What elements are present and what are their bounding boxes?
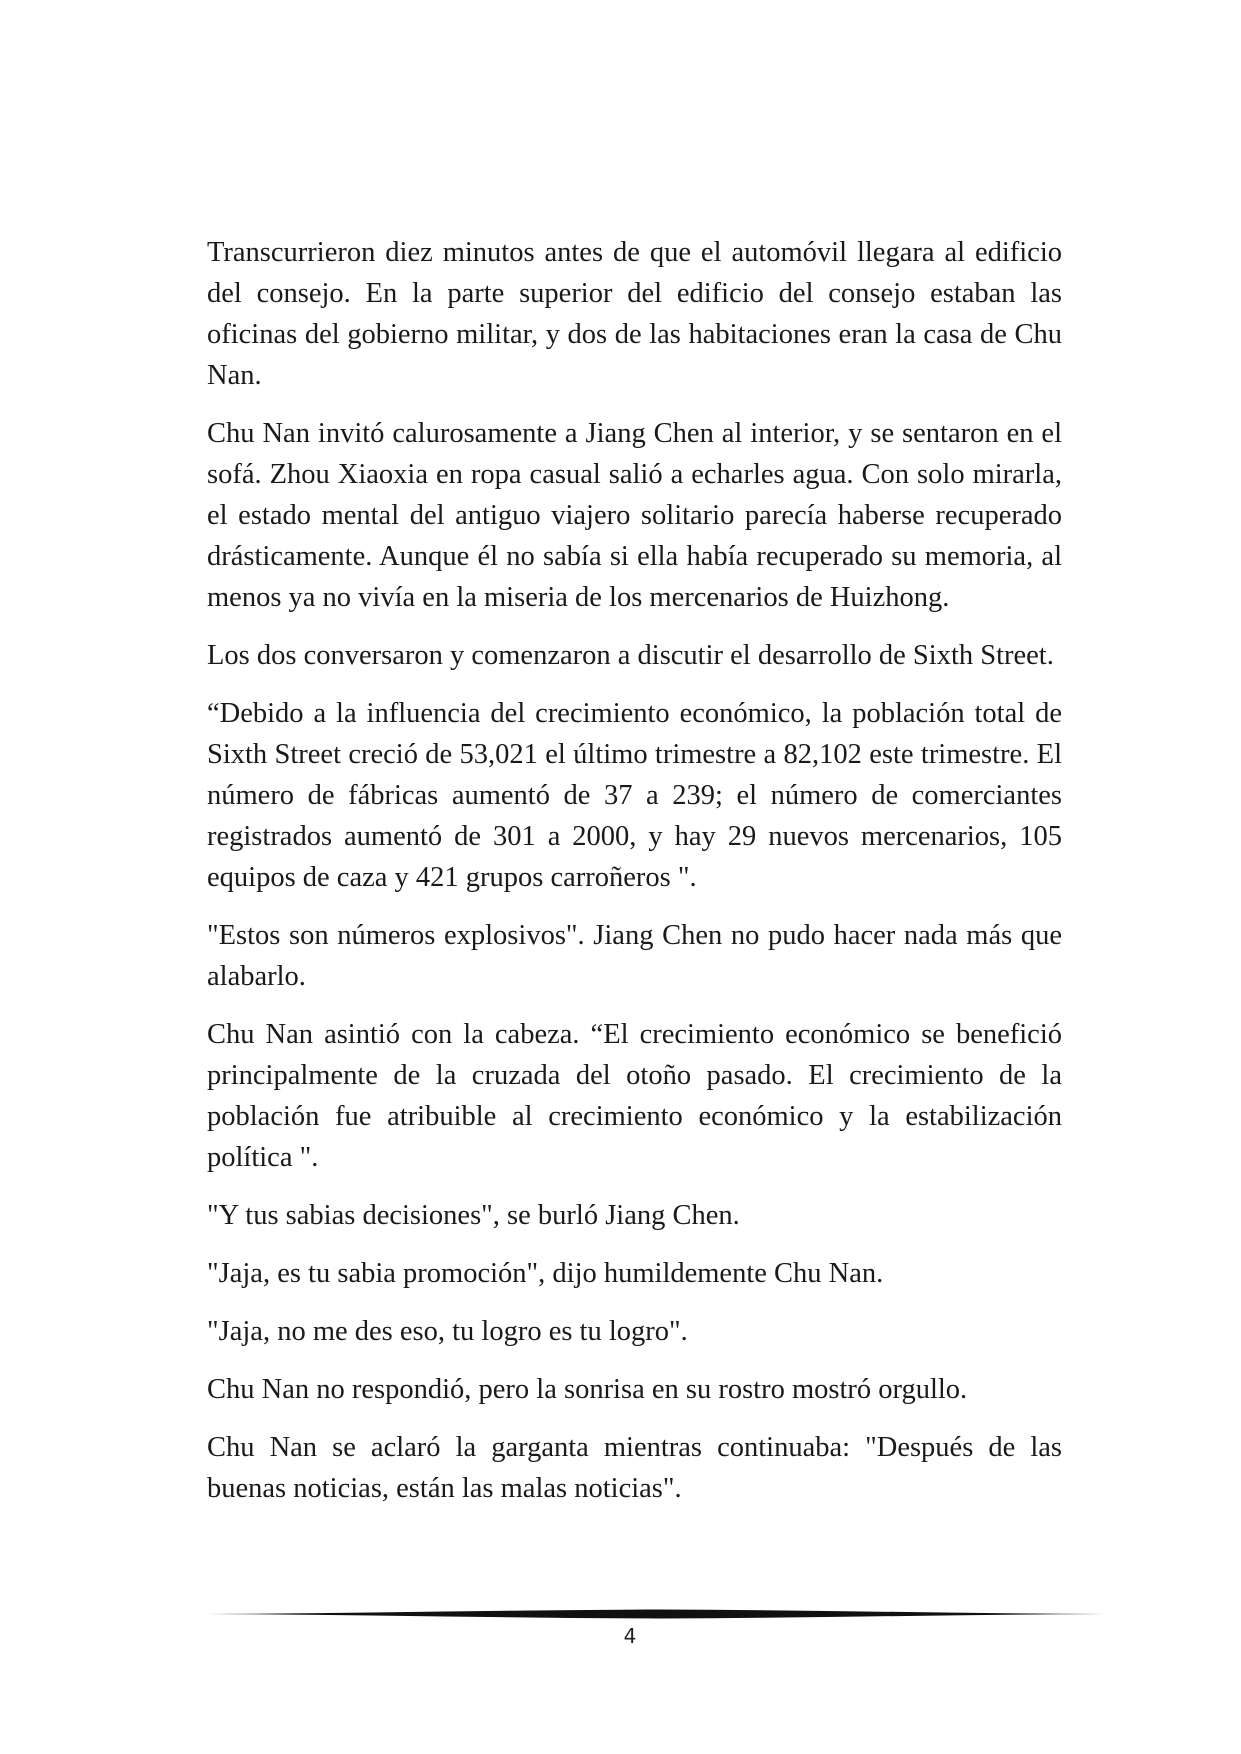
paragraph-2: Chu Nan invitó calurosamente a Jiang Chen al interior, y se sentaron en el sofá. Zhou Xiaoxia en ropa casual salió a echarles agua. Con solo mirarla, el estado mental del antiguo viajero solitario parecía haberse recuperado drásticamente. Aunque él no sabía si ella había recuperado su memoria, al menos ya no vivía en la miseria de los mercenarios de Huizhong. bbox=[207, 418, 1062, 613]
paragraph-6: Chu Nan asintió con la cabeza. “El crecimiento económico se benefició principalmente de la cruzada del otoño pasado. El crecimiento de la población fue atribuible al crecimiento económico y la estabilización política ". bbox=[207, 1019, 1062, 1173]
paragraph-7: "Y tus sabias decisiones", se burló Jiang Chen. bbox=[207, 1200, 740, 1231]
paragraph-9: "Jaja, no me des eso, tu logro es tu logro". bbox=[207, 1316, 688, 1347]
paragraph-8: "Jaja, es tu sabia promoción", dijo humildemente Chu Nan. bbox=[207, 1258, 884, 1289]
paragraph-11: Chu Nan se aclaró la garganta mientras continuaba: "Después de las buenas noticias, están las malas noticias". bbox=[207, 1432, 1062, 1504]
body-text bbox=[207, 232, 1062, 1526]
paragraph-4: “Debido a la influencia del crecimiento económico, la población total de Sixth Street creció de 53,021 el último trimestre a 82,102 este trimestre. El número de fábricas aumentó de 37 a 239; el número de comerciantes registrados aumentó de 301 a 2000, y hay 29 nuevos mercenarios, 105 equipos de caza y 421 grupos carroñeros ". bbox=[207, 698, 1062, 893]
paragraph-5: "Estos son números explosivos". Jiang Chen no pudo hacer nada más que alabarlo. bbox=[207, 920, 1062, 992]
paragraph-1: Transcurrieron diez minutos antes de que el automóvil llegara al edificio del consejo. En la parte superior del edificio del consejo estaban las oficinas del gobierno militar, y dos de las habitaciones eran la casa de Chu Nan. bbox=[207, 237, 1062, 391]
footer-divider bbox=[207, 1607, 1105, 1621]
page-number: 4 bbox=[623, 1624, 637, 1648]
paragraph-10: Chu Nan no respondió, pero la sonrisa en su rostro mostró orgullo. bbox=[207, 1374, 968, 1405]
paragraph-3: Los dos conversaron y comenzaron a discutir el desarrollo de Sixth Street. bbox=[207, 640, 1054, 671]
